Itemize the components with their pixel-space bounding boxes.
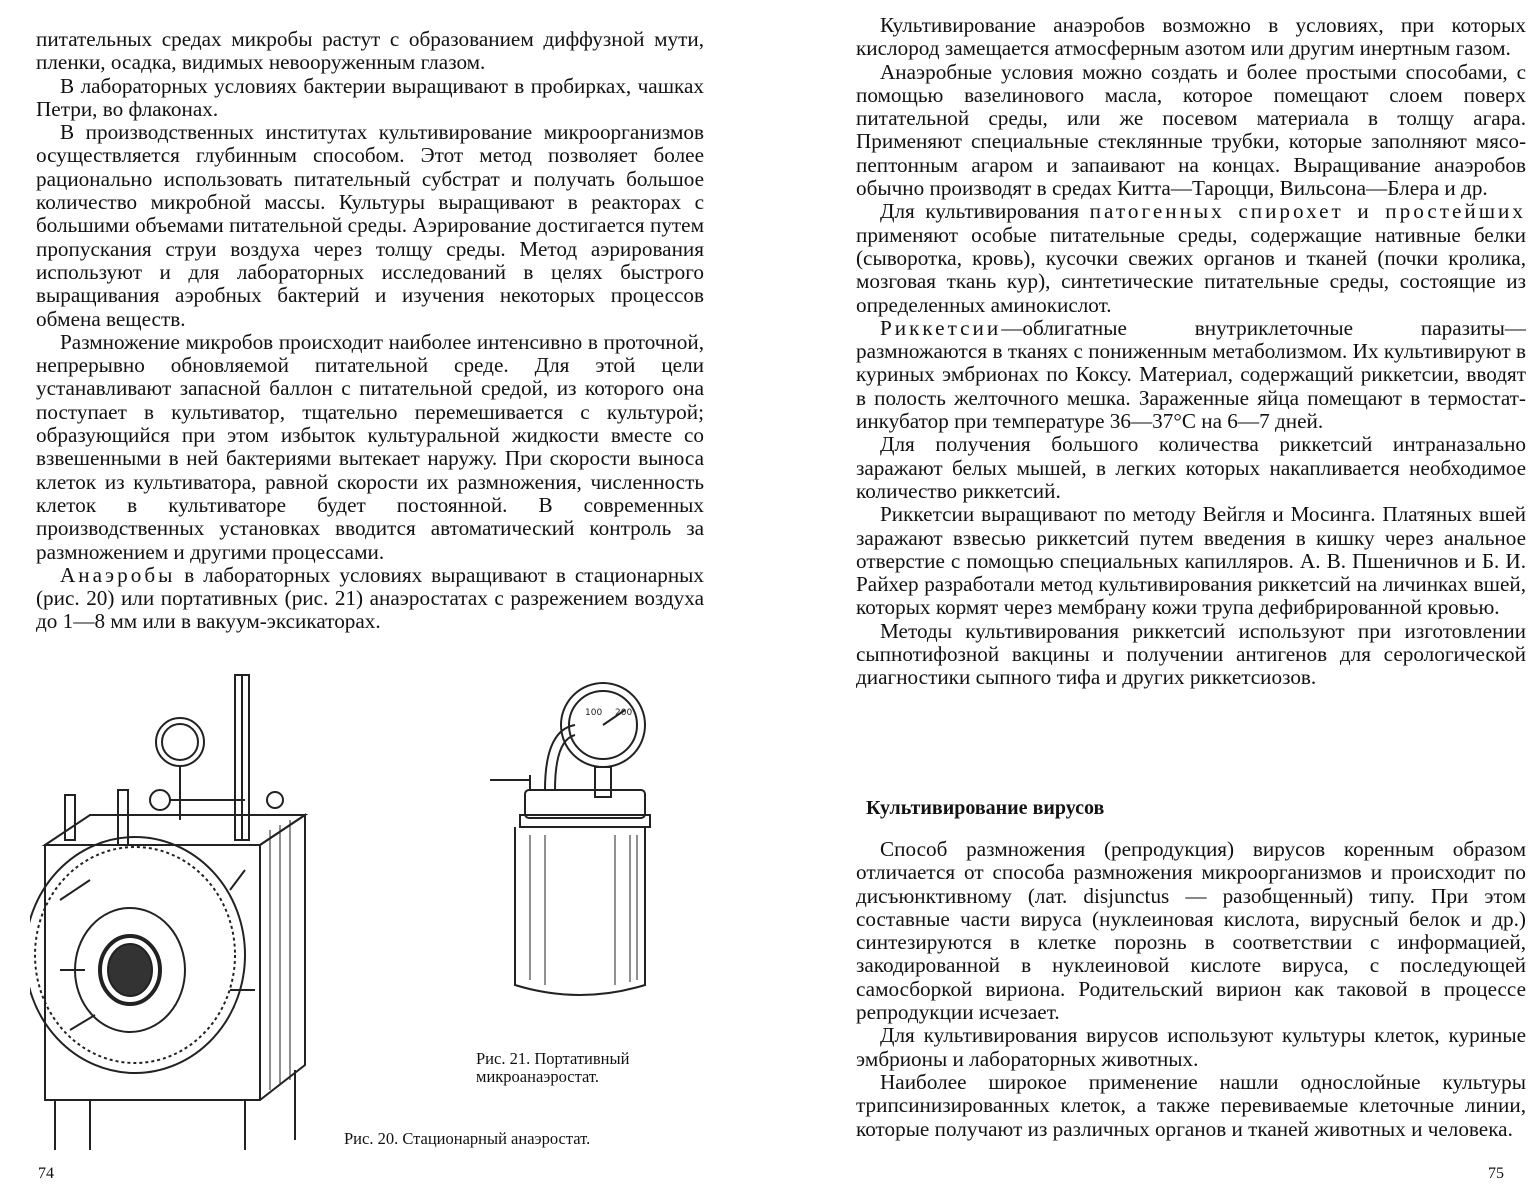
virus-section-text bbox=[856, 838, 1526, 1141]
right-text-column bbox=[856, 14, 1526, 690]
paragraph: В производственных институтах культивирование микроорганизмов осуществляется глубинным способом. Этот метод позволяет более рационально использовать питательный субстрат и получать большое количество микробной массы. Культуры выращивают в реакторах с большими объемами питательной среды. Аэрирование достигается путем пропускания струи воздуха через толщу среды. Метод аэрирования используют и для лабораторных исследований в целях быстрого выращивания аэробных бактерий и изучения некоторых процессов обмена веществ. bbox=[36, 120, 704, 331]
paragraph: Размножение микробов происходит наиболее интенсивно в проточной, непрерывно обновляемой питательной среде. Для этой цели устанавливают запасной баллон с питательной средой, из которого она поступает в культиватор, тщательно перемешивается с культурой; образующийся при этом избыток культуральной жидкости вместе со взвешенными в ней бактериями вытекает наружу. При скорости выноса клеток из культиватора, равной скорости их размножения, численность клеток в культиваторе будет постоянной. В современных производственных установках вводится автоматический контроль за размножением и другими процессами. bbox=[36, 329, 704, 564]
left-text-column bbox=[36, 28, 704, 634]
paragraph-text: применяют особые питательные среды, содержащие нативные белки (сыворотка, кровь), кусочки свежих органов и тканей (почки кролика, мозговая ткань кур), синтетические питательные среды, состоящие из определенных аминокислот. bbox=[856, 222, 1526, 317]
paragraph: Риккетсии выращивают по методу Вейгля и Мосинга. Платяных вшей заражают взвесью риккетсий путем введения в кишку через анальное отверстие с помощью специальных капилляров. А. В. Пшеничнов и Б. И. Райхер разработали метод культивирования риккетсий на личинках вшей, которых кормят через мембрану кожи трупа дефибрированной кровью. bbox=[856, 502, 1526, 620]
figure-21-caption bbox=[476, 1050, 629, 1086]
paragraph bbox=[856, 317, 1526, 433]
emphasized-term: Риккетсии bbox=[880, 315, 1002, 340]
section-heading: Культивирование вирусов bbox=[866, 797, 1105, 819]
emphasized-term: патогенных спирохет и простейших bbox=[1089, 199, 1526, 224]
paragraph: Для культивирования вирусов используют культуры клеток, куриные эмбрионы и лабораторных животных. bbox=[856, 1023, 1526, 1071]
paragraph-text: Для культивирования bbox=[880, 199, 1090, 224]
figure-20-stationary-anaerostat bbox=[30, 670, 320, 1150]
paragraph bbox=[36, 564, 704, 634]
paragraph-text: в лабораторных условиях выращивают в стационарных (рис. 20) или портативных (рис. 21) анаэростатах с разрежением воздуха до 1—8 мм или в вакуум-эксикаторах. bbox=[36, 562, 704, 634]
paragraph: питательных средах микробы растут с образованием диффузной мути, пленки, осадка, видимых невооруженным глазом. bbox=[36, 27, 704, 75]
svg-text:200: 200 bbox=[615, 708, 633, 718]
svg-text:100: 100 bbox=[585, 708, 603, 718]
paragraph: Методы культивирования риккетсий используют при изготовлении сыпнотифозной вакцины и получении антигенов для серологической диагностики сыпного тифа и других риккетсиозов. bbox=[856, 618, 1526, 690]
paragraph: В лабораторных условиях бактерии выращивают в пробирках, чашках Петри, во флаконах. bbox=[36, 73, 704, 121]
paragraph: Наиболее широкое применение нашли однослойные культуры трипсинизированных клеток, а также перевиваемые клеточные линии, которые получают из различных органов и тканей животных и человека. bbox=[856, 1069, 1526, 1141]
paragraph: Способ размножения (репродукция) вирусов коренным образом отличается от способа размножения микроорганизмов и происходит по дисъюнктивному (лат. disjunctus — разобщенный) типу. При этом составные части вируса (нуклеиновая кислота, вирусный белок и др.) синтезируются в клетке порознь в соответствии с информацией, закодированной в нуклеиновой кислоте вируса, с последующей самосборкой вириона. Родительский вирион как таковой в процессе репродукции исчезает. bbox=[856, 837, 1526, 1025]
paragraph: Для получения большого количества риккетсий интраназально заражают белых мышей, в легких которых накапливается необходимое количество риккетсий. bbox=[856, 432, 1526, 503]
paragraph-text: —облигатные внутриклеточные паразиты—размножаются в тканях с пониженным метаболизмом. Их культивируют в куриных эмбрионах по Коксу. Материал, содержащий риккетсии, вводят в полость желточного мешка. Зараженные яйца помещают в термостат-инкубатор при температуре 36—37°С на 6—7 дней. bbox=[856, 315, 1526, 434]
paragraph: Анаэробные условия можно создать и более простыми способами, с помощью вазелинового масла, которое помещают слоем поверх питательной среды, или же посевом материала в толщу агара. Применяют специальные стеклянные трубки, которые заполняют мясо-пептонным агаром и запаивают на концах. Выращивание анаэробов обычно производят в средах Китта—Тароцци, Вильсона—Блера и др. bbox=[856, 59, 1526, 201]
paragraph: Культивирование анаэробов возможно в условиях, при которых кислород замещается атмосферным азотом или другим инертным газом. bbox=[856, 13, 1526, 61]
caption-line: микроанаэростат. bbox=[476, 1067, 599, 1086]
figure-20-caption: Рис. 20. Стационарный анаэростат. bbox=[344, 1129, 591, 1148]
paragraph bbox=[856, 200, 1526, 316]
figure-21-portable-microanaerostat bbox=[485, 670, 665, 1010]
caption-line: Рис. 21. Портативный bbox=[476, 1049, 630, 1068]
emphasized-term: Анаэробы bbox=[60, 562, 176, 587]
page-number: 75 bbox=[1488, 1165, 1504, 1182]
page-number: 74 bbox=[38, 1165, 54, 1182]
